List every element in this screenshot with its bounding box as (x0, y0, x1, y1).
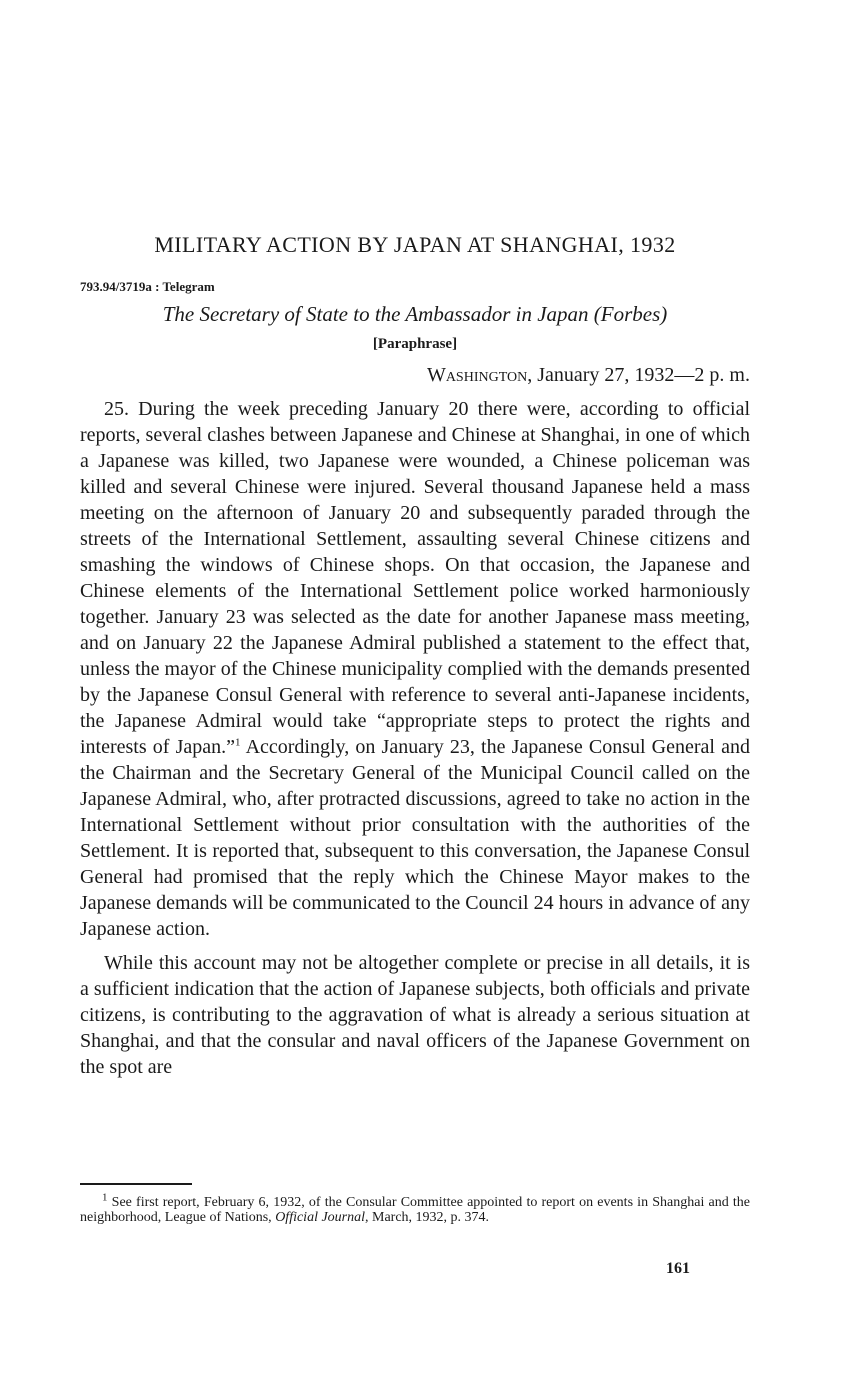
paragraph-2: While this account may not be altogether complete or precise in all details, it is a sufficient indication that the action of Japanese subjects, both officials and private citizens, is contributing to the aggravation of what is already a serious situation at Shanghai, and that the consular and naval officers of the Japanese Government on the spot are (80, 952, 750, 1078)
footnote-journal: Official Journal (275, 1210, 366, 1225)
paragraph-1-text-a: 25. During the week preceding January 20 there were, according to official reports, several clashes between Japanese and Chinese at Shanghai, in one of which a Japanese was killed, two Japanese were wounded, a Chinese policeman was killed and several Chinese were injured. Several thousand Japanese held a mass meeting on the afternoon of January 20 and subsequently paraded through the streets of the International Settlement, assaulting several Chinese citizens and smashing the windows of Chinese shops. On that occasion, the Japanese and Chinese elements of the International Settlement police worked harmoniously together. January 23 was selected as the date for another Japanese mass meeting, and on January 22 the Japanese Admiral published a statement to the effect that, unless the mayor of the Chinese municipality complied with the demands presented by the Japanese Consul General with reference to several anti-Japanese incidents, the Japanese Admiral would take “appropriate steps to protect the rights and interests of Japan.” (80, 398, 750, 758)
footnote-reference: 1 (235, 736, 241, 749)
page-title: MILITARY ACTION BY JAPAN AT SHANGHAI, 1932 (154, 232, 676, 257)
footnote-text-b: , March, 1932, p. 374. (365, 1210, 490, 1225)
footnote (80, 1191, 750, 1225)
paragraph-1-text-b: Accordingly, on January 23, the Japanese Consul General and the Chairman and the Secretary General of the Municipal Council called on the Japanese Admiral, who, after protracted discussions, agreed to take no action in the International Settlement without prior consultation with the authorities of the Settlement. It is reported that, subsequent to this conversation, the Japanese Consul General had promised that the reply which the Chinese Mayor makes to the Japanese demands will be communicated to the Council 24 hours in advance of any Japanese action. (80, 736, 750, 940)
file-reference: 793.94/3719a : Telegram (80, 279, 215, 294)
footnote-marker: 1 (102, 1191, 108, 1204)
document-heading: The Secretary of State to the Ambassador in Japan (Forbes) (162, 302, 668, 326)
body-text (80, 396, 750, 1080)
dateline-place: Washington (426, 364, 528, 386)
footnote-divider (80, 1183, 192, 1185)
page-number: 161 (666, 1260, 690, 1277)
dateline (427, 364, 750, 387)
paraphrase-label: [Paraphrase] (372, 336, 458, 352)
dateline-date: , January 27, 1932—2 p. m. (527, 364, 750, 386)
footnote-text-a: See first report, February 6, 1932, of the Consular Committee appointed to report on events in Shanghai and the neighborhood, League of Nations, (80, 1195, 750, 1225)
paragraph-1 (80, 396, 750, 942)
document-page (80, 0, 750, 1379)
